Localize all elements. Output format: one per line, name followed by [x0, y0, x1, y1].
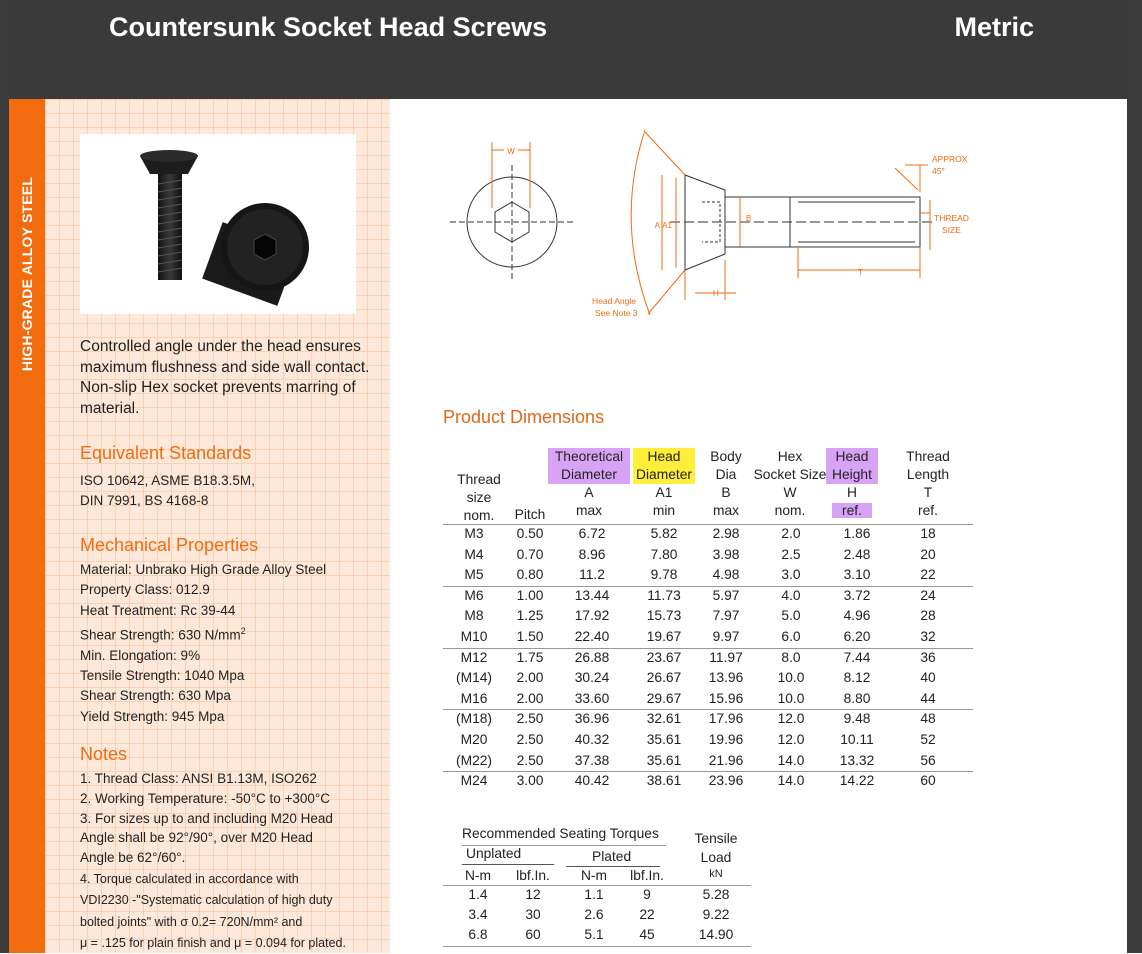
mech-line: Tensile Strength: 1040 Mpa [80, 667, 245, 683]
body-dia-cell: 21.96 [708, 752, 744, 768]
standards-body [80, 471, 380, 512]
tensile-kn-cell: 14.90 [698, 927, 734, 942]
head-diameter-cell: 19.67 [646, 629, 682, 644]
pitch-cell: 2.00 [516, 690, 544, 706]
pitch-cell: 2.00 [516, 670, 544, 686]
header-line: B [721, 485, 731, 500]
hex-socket-cell: 10.0 [777, 670, 805, 686]
thread-size-cell: M6 [464, 587, 484, 603]
header-line: Load [700, 850, 732, 865]
thread-label: THREAD [934, 213, 969, 223]
body-dia-cell: 11.97 [709, 649, 743, 665]
thread-length-cell: 22 [920, 567, 936, 583]
theoretical-diameter-cell: 40.32 [574, 732, 610, 747]
header-line: A [584, 485, 594, 500]
thread-length-cell: 56 [920, 752, 936, 768]
header-line: Diameter [633, 466, 695, 484]
header-line: Socket Size [753, 467, 827, 482]
pitch-header: Pitch [514, 507, 546, 522]
thread-size-header [446, 471, 512, 525]
table-divider [443, 771, 973, 772]
mech-line: Shear Strength: 630 N/mm [80, 627, 241, 643]
thread-size-cell: M24 [460, 773, 488, 789]
pitch-cell: 1.75 [516, 649, 544, 665]
thread-length-cell: 36 [920, 649, 936, 665]
header-line: Head [826, 448, 878, 466]
product-dimensions-heading: Product Dimensions [443, 407, 605, 427]
unit-system-label: Metric [954, 12, 1034, 42]
side-label: HIGH-GRADE ALLOY STEEL [19, 176, 35, 372]
note-line: Angle be 62°/60°. [80, 850, 186, 866]
standards-heading: Equivalent Standards [80, 443, 252, 463]
tensile-load-header [690, 829, 742, 867]
thread-size-cell: M12 [460, 649, 488, 665]
mech-line: Yield Strength: 945 Mpa [80, 708, 225, 724]
pitch-cell: 0.50 [516, 526, 544, 541]
mech-line: Material: Unbrako High Grade Alloy Steel [80, 562, 327, 577]
head-height-cell: 1.86 [843, 526, 871, 541]
header-line: nom. [463, 508, 495, 523]
pitch-cell: 1.50 [516, 629, 544, 644]
body-dia-cell: 3.98 [712, 546, 740, 562]
unplated-nm-cell: 6.8 [468, 927, 488, 942]
thread-size-cell: M4 [464, 546, 484, 562]
theoretical-diameter-header [548, 448, 630, 520]
approx-angle: 45° [932, 166, 945, 176]
theoretical-diameter-cell: 11.2 [579, 567, 605, 583]
thread-length-cell: 32 [920, 629, 936, 644]
unplated-lbf-cell: 60 [525, 927, 541, 942]
pitch-cell: 2.50 [516, 732, 544, 747]
thread-length-cell: 18 [920, 526, 936, 541]
body-dia-cell: 5.97 [712, 587, 740, 603]
header-line: Diameter [548, 466, 630, 484]
thread-length-cell: 20 [920, 546, 936, 562]
head-height-header [826, 448, 878, 520]
page-header [9, 0, 1127, 99]
theoretical-diameter-cell: 37.38 [574, 752, 610, 768]
pitch-cell: 3.00 [516, 773, 544, 789]
note-line: VDI2230 -"Systematic calculation of high duty [80, 893, 333, 908]
plated-nm-cell: 2.6 [584, 907, 604, 922]
plated-underline [566, 866, 660, 867]
hex-socket-cell: 4.0 [781, 587, 801, 603]
mech-line: Shear Strength: 630 Mpa [80, 688, 231, 704]
notes-body [80, 769, 380, 954]
body-dia-cell: 4.98 [712, 567, 740, 583]
head-height-cell: 4.96 [843, 608, 871, 624]
screw-diagram [440, 120, 1000, 335]
thread-length-cell: 44 [920, 690, 936, 706]
head-height-cell: 10.11 [840, 732, 874, 747]
note-line: μ = .125 for plain finish and μ = 0.094 for plated. [80, 936, 346, 951]
dim-h-label: H [713, 289, 719, 298]
head-diameter-cell: 23.67 [646, 649, 682, 665]
thread-size-cell: M3 [464, 526, 484, 541]
note-line: 1. Thread Class: ANSI B1.13M, ISO262 [80, 771, 317, 786]
head-diameter-cell: 15.73 [646, 608, 682, 624]
head-diameter-cell: 38.61 [646, 773, 682, 789]
torques-title: Recommended Seating Torques [462, 826, 659, 841]
header-line: Theoretical [548, 448, 630, 466]
approx-label: APPROX [932, 154, 968, 164]
header-line: Hex [777, 449, 803, 464]
header-line: size [466, 490, 492, 505]
header-line: T [923, 485, 933, 500]
hex-socket-cell: 5.0 [781, 608, 801, 624]
thread-size-cell: M10 [460, 629, 488, 644]
hex-socket-cell: 8.0 [781, 649, 801, 665]
hex-socket-header [752, 448, 828, 520]
body-dia-header [700, 448, 752, 520]
unplated-nm-header: N-m [464, 868, 492, 883]
plated-lbf-cell: 9 [643, 887, 651, 902]
head-angle-label: Head Angle [592, 296, 636, 306]
header-line: ref. [918, 503, 938, 518]
pitch-cell: 1.25 [516, 608, 544, 624]
mech-line: Min. Elongation: 9% [80, 647, 201, 663]
header-line: A1 [655, 485, 673, 500]
thread-length-cell: 60 [920, 773, 936, 789]
theoretical-diameter-cell: 26.88 [574, 649, 610, 665]
table-divider [443, 524, 973, 525]
plated-lbf-cell: 22 [639, 907, 655, 922]
theoretical-diameter-cell: 6.72 [578, 526, 606, 541]
header-line: nom. [774, 503, 806, 518]
header-line: Length [906, 467, 950, 482]
thread-size-cell: M8 [464, 608, 484, 624]
hex-socket-cell: 14.0 [777, 752, 805, 768]
head-height-cell: 14.22 [839, 773, 875, 789]
note-line: 3. For sizes up to and including M20 Head [80, 810, 333, 826]
head-height-cell: 7.44 [843, 649, 871, 665]
mechanical-heading: Mechanical Properties [80, 535, 259, 555]
thread-size-cell: M16 [460, 690, 488, 706]
body-dia-cell: 15.96 [708, 690, 744, 706]
hex-socket-cell: 3.0 [781, 567, 801, 583]
mechanical-body [80, 560, 380, 727]
hex-socket-cell: 2.5 [781, 546, 801, 562]
superscript: 2 [240, 625, 246, 636]
head-diameter-cell: 29.67 [646, 690, 682, 706]
product-photo [80, 134, 356, 314]
pitch-cell: 0.70 [516, 546, 544, 562]
thread-length-header [896, 448, 960, 520]
body-dia-cell: 23.96 [708, 773, 744, 789]
table-divider [443, 709, 973, 710]
head-height-cell: 6.20 [843, 629, 871, 644]
header-line: Thread [457, 472, 501, 487]
dim-a1-label: A1 [662, 221, 672, 230]
head-diameter-cell: 11.73 [647, 587, 681, 603]
mech-line: Property Class: 012.9 [80, 582, 210, 598]
unplated-nm-cell: 1.4 [468, 887, 488, 902]
header-line: Tensile [694, 831, 738, 846]
head-diameter-header [633, 448, 695, 520]
theoretical-diameter-cell: 33.60 [574, 690, 610, 706]
theoretical-diameter-cell: 30.24 [574, 670, 610, 686]
hex-socket-cell: 2.0 [781, 526, 801, 541]
header-line: max [575, 503, 603, 518]
thread-length-cell: 40 [920, 670, 936, 686]
header-line: min [652, 503, 676, 518]
head-diameter-cell: 35.61 [646, 752, 682, 768]
unplated-lbf-cell: 30 [525, 907, 541, 922]
dim-a-label: A [654, 221, 660, 230]
torques-header-divider [443, 885, 751, 886]
pitch-cell: 2.50 [516, 711, 544, 727]
pitch-cell: 1.00 [516, 587, 544, 603]
unplated-underline [462, 864, 554, 865]
header-line: Dia [715, 467, 737, 482]
head-height-cell: 2.48 [843, 546, 871, 562]
unplated-label: Unplated [466, 846, 522, 861]
torques-bottom-divider [443, 946, 751, 947]
thread-size-cell: (M22) [455, 752, 493, 768]
theoretical-diameter-cell: 22.40 [574, 629, 610, 644]
head-diameter-cell: 9.78 [650, 567, 678, 583]
hex-socket-cell: 12.0 [777, 732, 805, 747]
plated-nm-header: N-m [580, 868, 608, 883]
head-diameter-cell: 7.80 [650, 546, 678, 562]
thread-length-cell: 48 [920, 711, 936, 727]
notes-heading: Notes [80, 744, 128, 764]
theoretical-diameter-cell: 17.92 [574, 608, 610, 624]
body-dia-cell: 17.96 [708, 711, 744, 727]
thread-length-cell: 52 [920, 732, 936, 747]
head-height-cell: 3.72 [843, 587, 871, 603]
plated-nm-cell: 1.1 [584, 887, 604, 902]
side-label-wrap [9, 99, 45, 479]
head-diameter-cell: 32.61 [646, 711, 682, 727]
thread-length-cell: 24 [920, 587, 936, 603]
dim-t-label: T [858, 268, 863, 277]
pitch-cell: 2.50 [516, 752, 544, 768]
thread-size-cell: (M14) [455, 670, 493, 686]
plated-lbf-header: lbf.In. [630, 868, 664, 883]
right-frame [1127, 0, 1142, 953]
dim-w-label: W [507, 147, 515, 156]
theoretical-diameter-cell: 8.96 [578, 546, 606, 562]
head-height-cell: 13.32 [839, 752, 875, 768]
head-diameter-cell: 26.67 [646, 670, 682, 686]
thread-size-cell: M20 [460, 732, 488, 747]
tensile-kn-cell: 5.28 [702, 887, 730, 902]
header-line: max [712, 503, 740, 518]
product-description: Controlled angle under the head ensures maximum flushness and side wall contact. Non-slip Hex socket prevents marring of material. [80, 338, 370, 417]
header-line: Height [826, 466, 878, 484]
head-height-cell: 9.48 [843, 711, 871, 727]
thread-size-label: SIZE [942, 225, 961, 235]
header-line: Thread [906, 449, 950, 464]
head-diameter-cell: 35.61 [646, 732, 682, 747]
thread-length-cell: 28 [920, 608, 936, 624]
unplated-lbf-cell: 12 [525, 887, 541, 902]
standards-line: DIN 7991, BS 4168-8 [80, 493, 209, 509]
theoretical-diameter-cell: 40.42 [574, 773, 610, 789]
header-line: ref. [832, 503, 872, 518]
hex-socket-cell: 10.0 [777, 690, 805, 706]
header-line: Head [633, 448, 695, 466]
hex-socket-cell: 12.0 [777, 711, 805, 727]
dim-b-label: B [746, 214, 752, 223]
unplated-nm-cell: 3.4 [468, 907, 488, 922]
head-height-cell: 8.80 [843, 690, 871, 706]
standards-line: ISO 10642, ASME B18.3.5M, [80, 473, 255, 488]
note-line: Angle shall be 92°/90°, over M20 Head [80, 830, 313, 846]
head-height-cell: 8.12 [843, 670, 871, 686]
page-title: Countersunk Socket Head Screws [109, 12, 548, 42]
body-dia-cell: 7.97 [712, 608, 740, 624]
head-height-cell: 3.10 [843, 567, 871, 583]
hex-socket-cell: 14.0 [777, 773, 805, 789]
head-diameter-cell: 5.82 [650, 526, 678, 541]
body-dia-cell: 13.96 [708, 670, 744, 686]
body-dia-cell: 19.96 [708, 732, 744, 747]
thread-size-cell: M5 [464, 567, 484, 583]
pitch-cell: 0.80 [516, 567, 544, 583]
note-line: 2. Working Temperature: -50°C to +300°C [80, 790, 331, 806]
theoretical-diameter-cell: 13.44 [574, 587, 610, 603]
thread-size-cell: (M18) [455, 711, 493, 727]
body-dia-cell: 9.97 [712, 629, 740, 644]
note-line: 4. Torque calculated in accordance with [80, 871, 299, 886]
head-angle-note: See Note 3 [595, 308, 638, 318]
left-frame [0, 0, 9, 953]
tensile-kn-cell: 9.22 [702, 907, 730, 922]
body-dia-cell: 2.98 [712, 526, 740, 541]
header-line: W [783, 485, 797, 500]
theoretical-diameter-cell: 36.96 [574, 711, 610, 727]
tensile-kn-header: kN [709, 868, 723, 880]
header-line: H [847, 485, 857, 500]
plated-label: Plated [592, 849, 632, 864]
note-line: bolted joints" with σ 0.2= 720N/mm² and [80, 914, 303, 929]
unplated-lbf-header: lbf.In. [516, 868, 550, 883]
plated-nm-cell: 5.1 [584, 927, 604, 942]
mech-line-shear [80, 621, 380, 646]
header-line: Body [710, 449, 742, 464]
hex-socket-cell: 6.0 [781, 629, 801, 644]
plated-lbf-cell: 45 [639, 927, 655, 942]
mech-line: Heat Treatment: Rc 39-44 [80, 602, 236, 618]
